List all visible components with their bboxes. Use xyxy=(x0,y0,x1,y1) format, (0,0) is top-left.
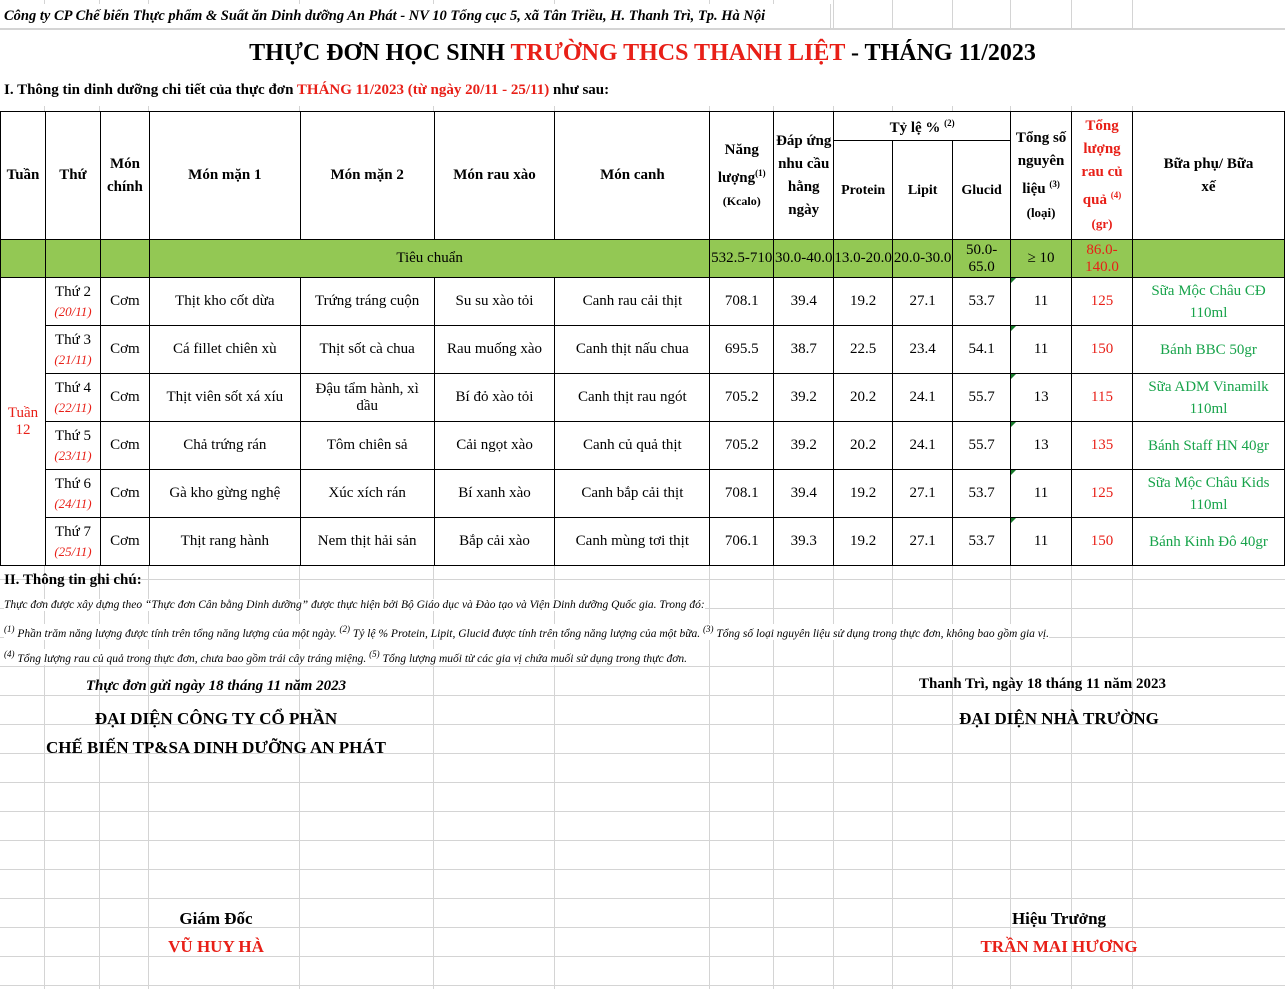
cell-dish1: Cá fillet chiên xù xyxy=(149,326,300,374)
note-line2: $^{(1)}$ Phần trăm năng lượng được tính trên tổng năng lượng của một ngày. $^{(2)}$ Tỷ lệ % Protein, Lipit, Glucid được tính trên tổng năng lượng của một bữa. $^{(3)}$ Tổng số loại nguyên liệu sử dụng trong thực đơn, không bao gồm gia vị. xyxy=(4,624,1049,640)
cell-veg: Su su xào tỏi xyxy=(434,278,555,326)
cell-ingredients: 13 xyxy=(1011,374,1072,422)
cell-energy: 705.2 xyxy=(710,374,774,422)
cell-veg: Bí đỏ xào tỏi xyxy=(434,374,555,422)
place-date: Thanh Trì, ngày 18 tháng 11 năm 2023 xyxy=(919,676,1167,692)
section1-heading xyxy=(0,77,1285,106)
cell-snack: Bánh BBC 50gr xyxy=(1133,326,1285,374)
section1-suffix: như sau: xyxy=(549,82,610,98)
cell-dish2: Tôm chiên sả xyxy=(300,422,434,470)
header-protein: Protein xyxy=(834,141,893,240)
cell-lipit: 27.1 xyxy=(893,278,953,326)
standard-protein: 13.0-20.0 xyxy=(834,240,893,278)
cell-vegtotal: 125 xyxy=(1072,278,1133,326)
table-row xyxy=(1,278,1285,326)
cell-vegtotal: 150 xyxy=(1072,326,1133,374)
cell-dish2: Trứng tráng cuộn xyxy=(300,278,434,326)
title-part2: - THÁNG 11/2023 xyxy=(845,40,1036,66)
cell-dish2: Thịt sốt cà chua xyxy=(300,326,434,374)
cell-dish1: Chả trứng rán xyxy=(149,422,300,470)
day-cell: Thứ 6 (24/11) xyxy=(45,470,100,518)
cell-protein: 19.2 xyxy=(834,518,893,566)
cell-lipit: 27.1 xyxy=(893,470,953,518)
header-glucid: Glucid xyxy=(953,141,1011,240)
table-row xyxy=(1,422,1285,470)
cell-protein: 20.2 xyxy=(834,374,893,422)
cell-veg: Bắp cải xào xyxy=(434,518,555,566)
cell-veg: Bí xanh xào xyxy=(434,470,555,518)
cell-ingredients: 11 xyxy=(1011,326,1072,374)
cell-vegtotal: 125 xyxy=(1072,470,1133,518)
school-rep: ĐẠI DIỆN NHÀ TRƯỜNG xyxy=(959,709,1159,728)
header-ingredients: Tổng số nguyên liệu $^{(3)}$ (loại) xyxy=(1011,112,1072,240)
day-cell: Thứ 3 (21/11) xyxy=(45,326,100,374)
cell-protein: 20.2 xyxy=(834,422,893,470)
table-row xyxy=(1,518,1285,566)
cell-dish2: Nem thịt hải sản xyxy=(300,518,434,566)
cell-snack: Bánh Staff HN 40gr xyxy=(1133,422,1285,470)
header-vegtotal: Tổng lượng rau củ quả $^{(4)}$ (gr) xyxy=(1072,112,1133,240)
principal-name: TRẦN MAI HƯƠNG xyxy=(980,937,1138,956)
title-part1: THỰC ĐƠN HỌC SINH xyxy=(249,40,511,66)
company-rep-line2: CHẾ BIẾN TP&SA DINH DƯỠNG AN PHÁT xyxy=(45,738,387,757)
cell-dish1: Thịt viên sốt xá xíu xyxy=(149,374,300,422)
cell-soup: Canh thịt nấu chua xyxy=(555,326,710,374)
day-cell: Thứ 5 (23/11) xyxy=(45,422,100,470)
header-dish1: Món mặn 1 xyxy=(149,112,300,240)
standard-glucid: 50.0-65.0 xyxy=(953,240,1011,278)
title-school: TRƯỜNG THCS THANH LIỆT xyxy=(510,40,845,66)
cell-main: Cơm xyxy=(100,422,149,470)
standard-veg: 86.0-140.0 xyxy=(1072,240,1133,278)
cell-energy: 695.5 xyxy=(710,326,774,374)
cell-snack: Sữa Mộc Châu CĐ 110ml xyxy=(1133,278,1285,326)
cell-meet: 38.7 xyxy=(774,326,834,374)
cell-snack: Sữa Mộc Châu Kids 110ml xyxy=(1133,470,1285,518)
menu-table xyxy=(0,111,1285,566)
header-veg: Món rau xào xyxy=(434,112,555,240)
cell-dish1: Thịt rang hành xyxy=(149,518,300,566)
page-title xyxy=(0,29,1285,78)
cell-glucid: 53.7 xyxy=(953,518,1011,566)
cell-dish1: Thịt kho cốt dừa xyxy=(149,278,300,326)
cell-protein: 22.5 xyxy=(834,326,893,374)
cell-meet: 39.3 xyxy=(774,518,834,566)
cell-snack: Bánh Kinh Đô 40gr xyxy=(1133,518,1285,566)
standard-row xyxy=(1,240,1285,278)
cell-ingredients: 13 xyxy=(1011,422,1072,470)
cell-energy: 705.2 xyxy=(710,422,774,470)
cell-soup: Canh mùng tơi thịt xyxy=(555,518,710,566)
cell-dish1: Gà kho gừng nghệ xyxy=(149,470,300,518)
sent-date: Thực đơn gửi ngày 18 tháng 11 năm 2023 xyxy=(85,678,347,694)
cell-energy: 708.1 xyxy=(710,470,774,518)
cell-soup: Canh củ quả thịt xyxy=(555,422,710,470)
cell-glucid: 54.1 xyxy=(953,326,1011,374)
principal-title: Hiệu Trưởng xyxy=(1011,909,1107,928)
cell-ingredients: 11 xyxy=(1011,470,1072,518)
header-snack: Bữa phụ/ Bữa xế xyxy=(1133,112,1285,240)
header-meet: Đáp ứng nhu cầu hằng ngày xyxy=(774,112,834,240)
header-soup: Món canh xyxy=(555,112,710,240)
note-line3: $^{(4)}$ Tổng lượng rau củ quả trong thực đơn, chưa bao gồm trái cây tráng miệng. $^{(5)}$ Tổng lượng muối từ các gia vị chứa muối sử dụng trong thực đơn. xyxy=(4,649,687,665)
cell-vegtotal: 135 xyxy=(1072,422,1133,470)
standard-ingredients: ≥ 10 xyxy=(1011,240,1072,278)
note-intro: Thực đơn được xây dựng theo “Thực đơn Cân bằng Dinh dưỡng” được thực hiện bởi Bộ Giáo dục và Đào tạo và Viện Dinh dưỡng Quốc gia. Trong đó: xyxy=(4,599,705,611)
standard-meet: 30.0-40.0 xyxy=(774,240,834,278)
table-row xyxy=(1,470,1285,518)
cell-main: Cơm xyxy=(100,374,149,422)
header-energy: Năng lượng$^{(1)}$ (Kcalo) xyxy=(710,112,774,240)
standard-lipit: 20.0-30.0 xyxy=(893,240,953,278)
cell-ingredients: 11 xyxy=(1011,518,1072,566)
day-cell: Thứ 2 (20/11) xyxy=(45,278,100,326)
cell-lipit: 27.1 xyxy=(893,518,953,566)
header-lipit: Lipit xyxy=(893,141,953,240)
cell-soup: Canh bắp cải thịt xyxy=(555,470,710,518)
header-main: Món chính xyxy=(100,112,149,240)
cell-main: Cơm xyxy=(100,518,149,566)
cell-lipit: 23.4 xyxy=(893,326,953,374)
company-line: Công ty CP Chế biến Thực phẩm & Suất ăn Dinh dưỡng An Phát - NV 10 Tổng cục 5, xã Tân Triều, H. Thanh Trì, Tp. Hà Nội xyxy=(4,4,831,28)
director-title: Giám Đốc xyxy=(179,909,253,928)
cell-main: Cơm xyxy=(100,278,149,326)
cell-glucid: 55.7 xyxy=(953,374,1011,422)
cell-main: Cơm xyxy=(100,326,149,374)
day-cell: Thứ 7 (25/11) xyxy=(45,518,100,566)
section1-prefix: I. Thông tin dinh dưỡng chi tiết của thực đơn xyxy=(4,82,297,98)
director-name: VŨ HUY HÀ xyxy=(168,937,264,956)
section2-heading: II. Thông tin ghi chú: xyxy=(4,572,142,588)
header-week: Tuần xyxy=(1,112,46,240)
cell-soup: Canh rau cải thịt xyxy=(555,278,710,326)
cell-veg: Rau muống xào xyxy=(434,326,555,374)
header-day: Thứ xyxy=(45,112,100,240)
cell-veg: Cải ngọt xào xyxy=(434,422,555,470)
cell-meet: 39.4 xyxy=(774,278,834,326)
header-dish2: Món mặn 2 xyxy=(300,112,434,240)
cell-dish2: Xúc xích rán xyxy=(300,470,434,518)
cell-soup: Canh thịt rau ngót xyxy=(555,374,710,422)
company-rep-line1: ĐẠI DIỆN CÔNG TY CỔ PHẦN xyxy=(94,709,338,728)
cell-protein: 19.2 xyxy=(834,470,893,518)
cell-meet: 39.2 xyxy=(774,422,834,470)
standard-energy: 532.5-710 xyxy=(710,240,774,278)
header-ratio: Tỷ lệ % $^{(2)}$ xyxy=(834,112,1011,141)
cell-lipit: 24.1 xyxy=(893,374,953,422)
cell-energy: 706.1 xyxy=(710,518,774,566)
cell-vegtotal: 115 xyxy=(1072,374,1133,422)
cell-glucid: 53.7 xyxy=(953,470,1011,518)
cell-glucid: 53.7 xyxy=(953,278,1011,326)
day-cell: Thứ 4 (22/11) xyxy=(45,374,100,422)
cell-glucid: 55.7 xyxy=(953,422,1011,470)
standard-label: Tiêu chuẩn xyxy=(149,240,709,278)
table-row xyxy=(1,374,1285,422)
cell-snack: Sữa ADM Vinamilk 110ml xyxy=(1133,374,1285,422)
cell-meet: 39.4 xyxy=(774,470,834,518)
cell-main: Cơm xyxy=(100,470,149,518)
cell-dish2: Đậu tẩm hành, xì dầu xyxy=(300,374,434,422)
cell-lipit: 24.1 xyxy=(893,422,953,470)
table-row xyxy=(1,326,1285,374)
cell-meet: 39.2 xyxy=(774,374,834,422)
cell-protein: 19.2 xyxy=(834,278,893,326)
section1-period: THÁNG 11/2023 (từ ngày 20/11 - 25/11) xyxy=(296,82,550,98)
cell-energy: 708.1 xyxy=(710,278,774,326)
cell-ingredients: 11 xyxy=(1011,278,1072,326)
week-cell: Tuần 12 xyxy=(1,278,46,566)
cell-vegtotal: 150 xyxy=(1072,518,1133,566)
